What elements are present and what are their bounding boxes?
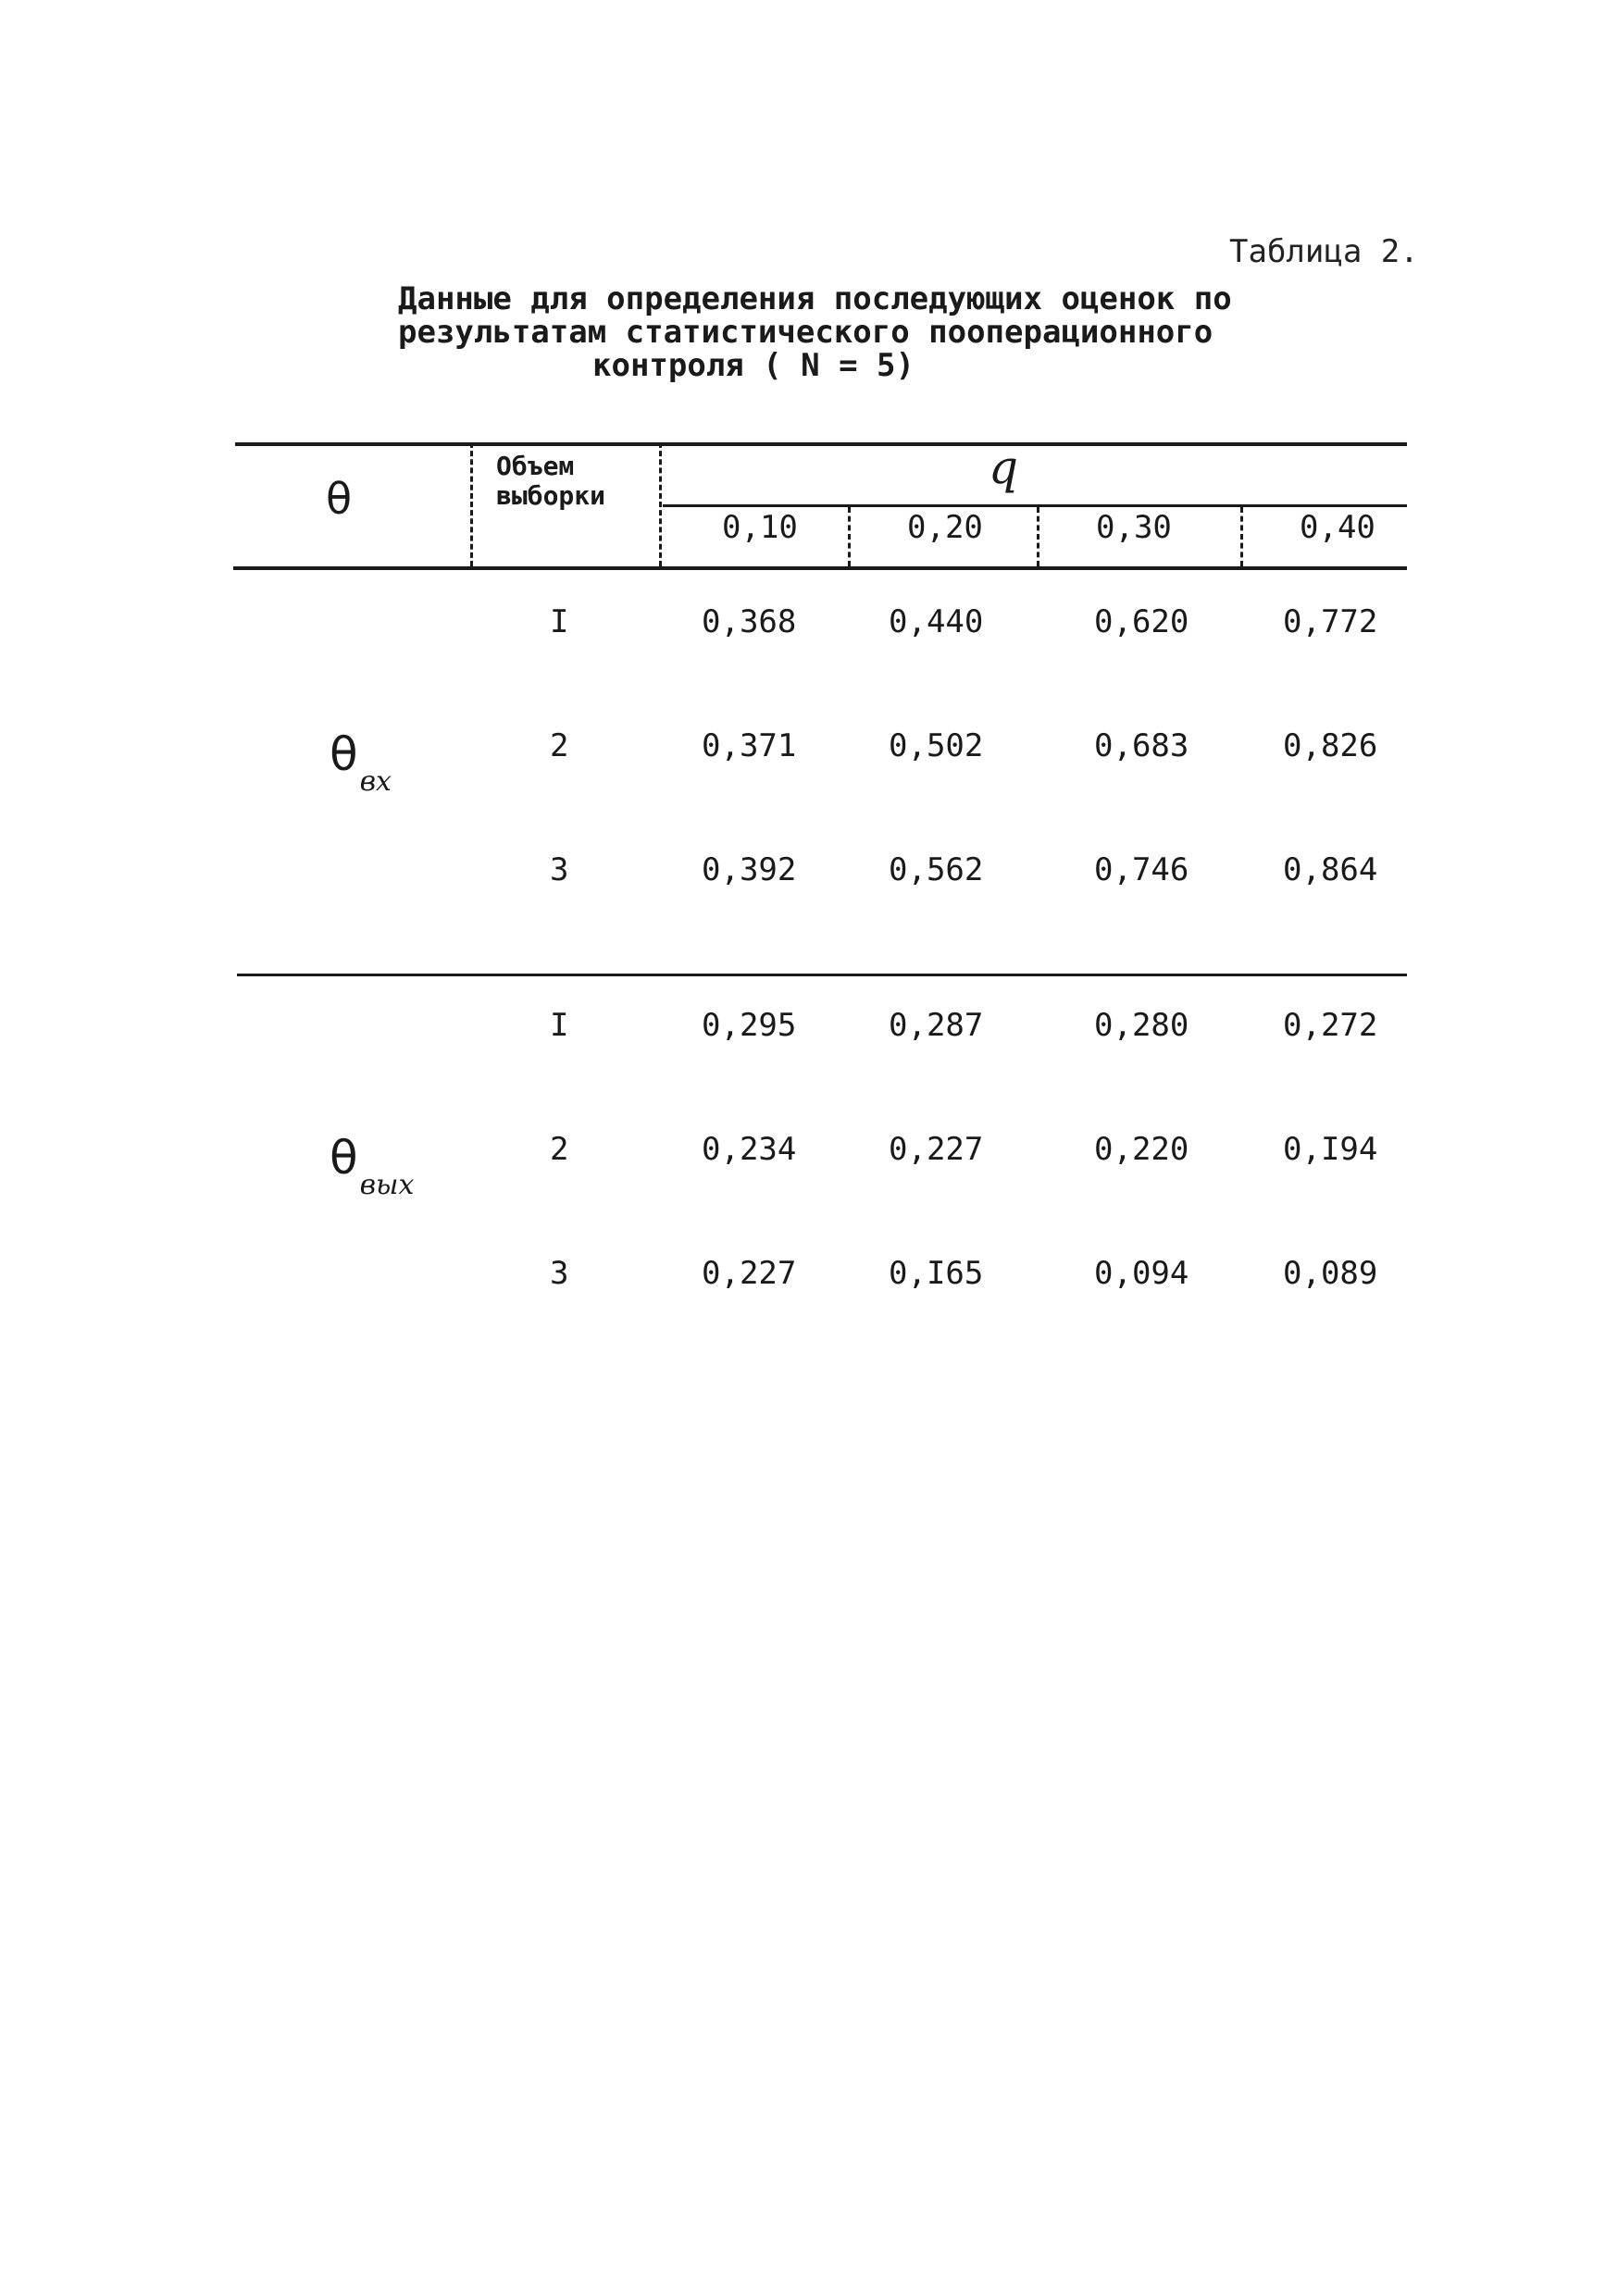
value-cell: 0,089 xyxy=(1283,1255,1378,1292)
group-subscript: вх xyxy=(359,765,392,798)
value-cell: 0,227 xyxy=(889,1131,984,1168)
header-divider-1 xyxy=(470,442,473,566)
value-cell: 0,562 xyxy=(889,851,984,888)
group-divider-rule xyxy=(237,974,1407,976)
sample-size-cell: I xyxy=(550,1007,569,1044)
sample-size-cell: 3 xyxy=(550,1255,569,1292)
value-cell: 0,440 xyxy=(889,603,984,640)
value-cell: 0,094 xyxy=(1094,1255,1189,1292)
value-cell: 0,I94 xyxy=(1283,1131,1378,1168)
group-subscript: вых xyxy=(359,1169,415,1201)
value-cell: 0,234 xyxy=(702,1131,797,1168)
header-q: q xyxy=(989,441,1019,494)
sample-size-cell: 2 xyxy=(550,727,569,764)
value-cell: 0,683 xyxy=(1094,727,1189,764)
sample-size-cell: 2 xyxy=(550,1131,569,1168)
group-symbol: θ xyxy=(330,1131,358,1185)
sample-size-cell: I xyxy=(550,603,569,640)
value-cell: 0,502 xyxy=(889,727,984,764)
group-symbol: θ xyxy=(330,727,358,781)
value-cell: 0,272 xyxy=(1283,1007,1378,1044)
value-cell: 0,392 xyxy=(702,851,797,888)
q-divider-2 xyxy=(1037,507,1039,566)
value-cell: 0,I65 xyxy=(889,1255,984,1292)
header-divider-2 xyxy=(659,442,662,566)
value-cell: 0,371 xyxy=(702,727,797,764)
q-divider-3 xyxy=(1240,507,1243,566)
header-theta: θ xyxy=(326,474,353,524)
q-value-4: 0,40 xyxy=(1300,509,1375,546)
value-cell: 0,295 xyxy=(702,1007,797,1044)
q-value-1: 0,10 xyxy=(722,509,798,546)
header-sample-line-1: Объем xyxy=(496,451,575,481)
value-cell: 0,620 xyxy=(1094,603,1189,640)
header-sample-size xyxy=(496,452,605,511)
table-top-rule xyxy=(235,442,1407,446)
group-label-theta-out xyxy=(330,1131,415,1201)
q-value-3: 0,30 xyxy=(1096,509,1172,546)
value-cell: 0,227 xyxy=(702,1255,797,1292)
q-divider-1 xyxy=(848,507,851,566)
table-number: Таблица 2. xyxy=(1229,233,1419,270)
header-bottom-rule xyxy=(233,566,1407,570)
value-cell: 0,826 xyxy=(1283,727,1378,764)
sample-size-cell: 3 xyxy=(550,851,569,888)
table-caption xyxy=(398,282,1250,382)
header-sample-line-2: выборки xyxy=(496,480,606,511)
value-cell: 0,746 xyxy=(1094,851,1189,888)
group-label-theta-in xyxy=(330,727,392,798)
caption-line-1: Данные для определения последующих оценок по xyxy=(398,280,1232,317)
value-cell: 0,280 xyxy=(1094,1007,1189,1044)
value-cell: 0,864 xyxy=(1283,851,1378,888)
caption-line-3: контроля ( N = 5) xyxy=(592,347,915,384)
q-value-2: 0,20 xyxy=(907,509,983,546)
caption-line-2: результатам статистического пооперационного xyxy=(398,314,1214,351)
value-cell: 0,220 xyxy=(1094,1131,1189,1168)
q-subheader-rule xyxy=(663,504,1407,507)
value-cell: 0,368 xyxy=(702,603,797,640)
value-cell: 0,287 xyxy=(889,1007,984,1044)
value-cell: 0,772 xyxy=(1283,603,1378,640)
